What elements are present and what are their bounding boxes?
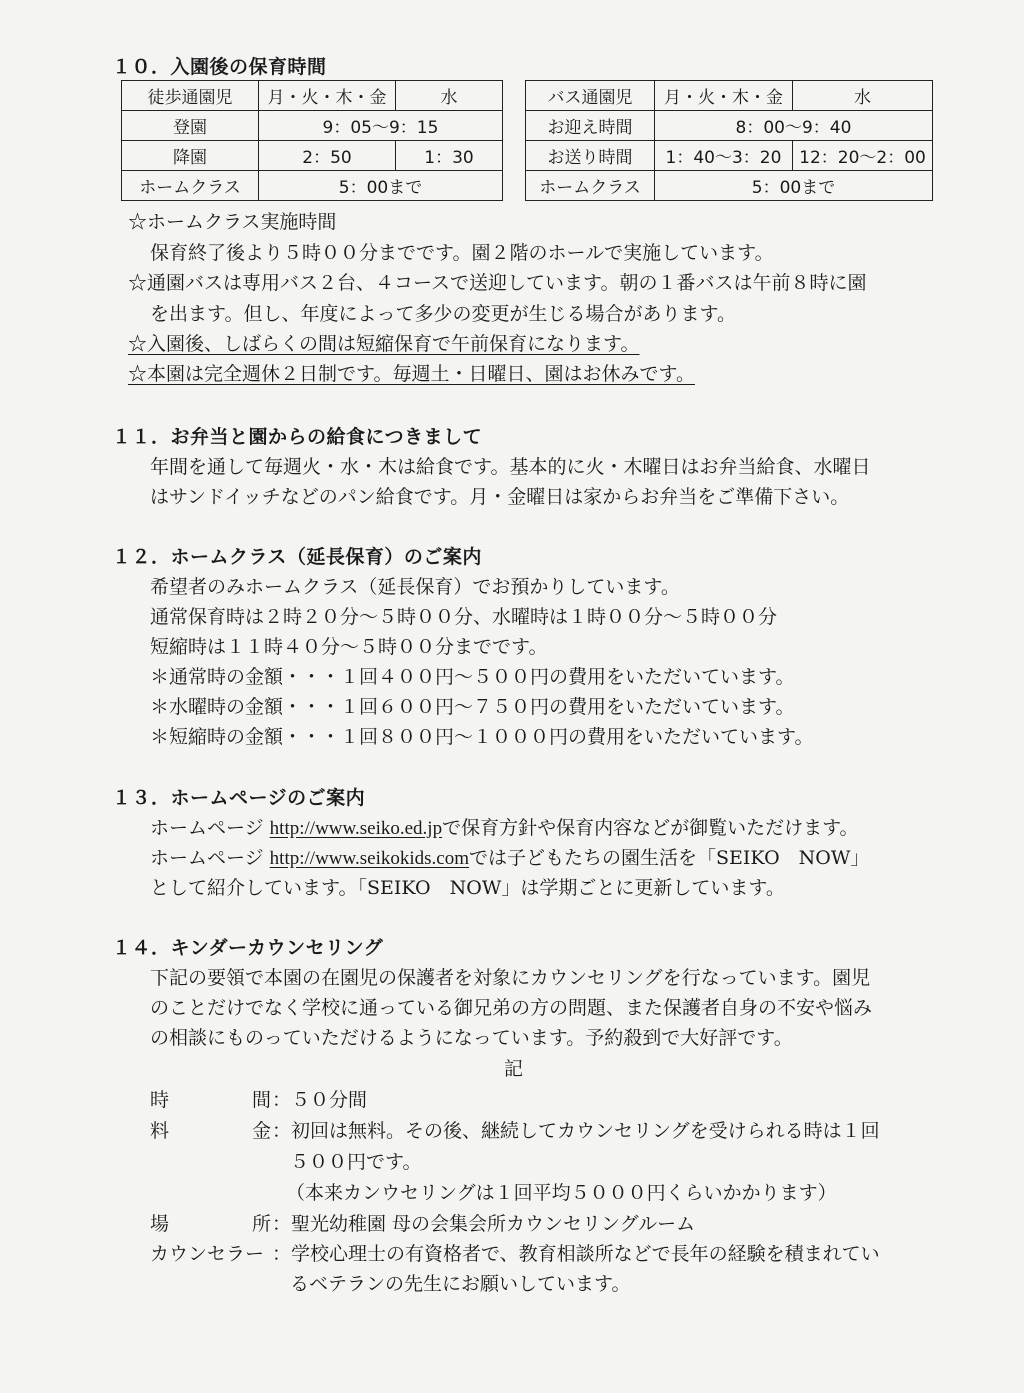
paragraph-line: 下記の要領で本園の在園児の保護者を対象にカウンセリングを行なっています。園児 (150, 967, 871, 989)
place-label-a: 場 (150, 1213, 170, 1235)
ki-mark: 記 (504, 1058, 524, 1080)
section-14-heading: １４．キンダーカウンセリング (112, 937, 384, 959)
fee-value: ：初回は無料。その後、継続してカウンセリングを受けられる時は１回 (272, 1120, 880, 1142)
homepage-prefix: ホームページ (150, 847, 270, 869)
homepage-prefix: ホームページ (150, 817, 270, 839)
table-cell: 2：50 (259, 141, 396, 171)
fee-label-b: 金 (252, 1120, 272, 1142)
table-cell: 月・火・木・金 (655, 81, 793, 111)
table-cell: 月・火・木・金 (259, 81, 396, 111)
homepage-suffix: で保育方針や保育内容などが御覧いただけます。 (442, 817, 859, 839)
fee-label-a: 料 (150, 1120, 170, 1142)
table-cell: 水 (793, 81, 933, 111)
section-10-heading: １０．入園後の保育時間 (112, 56, 327, 78)
place-label-b: 所 (252, 1213, 272, 1235)
paragraph-line: の相談にものっていただけるようになっています。予約殺到で大好評です。 (150, 1027, 793, 1049)
homepage-suffix: では子どもたちの園生活を「SEIKO NOW」 (469, 847, 870, 869)
paragraph-line: のことだけでなく学校に通っている御兄弟の方の問題、また保護者自身の不安や悩み (150, 997, 873, 1019)
counselor-value: ：学校心理士の有資格者で、教育相談所などで長年の経験を積まれてい (272, 1243, 880, 1265)
table-cell: 1：30 (396, 141, 503, 171)
time-value: ：５０分間 (272, 1089, 368, 1111)
table-cell: ホームクラス (122, 171, 259, 201)
note-line: ☆ホームクラス実施時間 (128, 211, 337, 233)
paragraph-line: として紹介しています。「SEIKO NOW」は学期ごとに更新しています。 (150, 877, 785, 899)
counselor-label: カウンセラー (150, 1243, 265, 1265)
table-cell: バス通園児 (526, 81, 655, 111)
time-label-a: 時 (150, 1089, 170, 1111)
paragraph-line: 年間を通して毎週火・水・木は給食です。基本的に火・木曜日はお弁当給食、水曜日 (150, 456, 871, 478)
paragraph-line: はサンドイッチなどのパン給食です。月・金曜日は家からお弁当をご準備下さい。 (150, 486, 850, 508)
table-cell: 徒歩通園児 (122, 81, 259, 111)
paragraph-line: 通常保育時は２時２０分〜５時００分、水曜時は１時００分〜５時００分 (150, 606, 778, 628)
table-cell: お送り時間 (526, 141, 655, 171)
counselor-value: るベテランの先生にお願いしています。 (290, 1273, 631, 1295)
paragraph-line: 短縮時は１１時４０分〜５時００分までです。 (150, 636, 548, 658)
table-cell: 水 (396, 81, 503, 111)
section-12-heading: １２．ホームクラス（延長保育）のご案内 (112, 546, 482, 568)
table-cell: 12：20〜2：00 (793, 141, 933, 171)
note-line-underlined: ☆入園後、しばらくの間は短縮保育で午前保育になります。 (128, 333, 640, 355)
section-11-heading: １１．お弁当と園からの給食につきまして (112, 426, 483, 448)
table-cell: 降園 (122, 141, 259, 171)
table-cell: ホームクラス (526, 171, 655, 201)
seiko-ed-link[interactable]: http://www.seiko.ed.jp (269, 818, 443, 839)
paragraph-line: 希望者のみホームクラス（延長保育）でお預かりしています。 (150, 576, 680, 598)
fee-line: ＊水曜時の金額・・・１回６００円〜７５０円の費用をいただいています。 (150, 696, 795, 718)
fee-line: ＊通常時の金額・・・１回４００円〜５００円の費用をいただいています。 (150, 666, 795, 688)
table-cell: 5：00まで (259, 171, 503, 201)
place-value: ：聖光幼稚園 母の会集会所カウンセリングルーム (272, 1213, 696, 1235)
time-label-b: 間 (252, 1089, 272, 1111)
note-line-underlined: ☆本園は完全週休２日制です。毎週土・日曜日、園はお休みです。 (128, 363, 695, 385)
table-cell: 9：05〜9：15 (259, 111, 503, 141)
note-line: を出ます。但し、年度によって多少の変更が生じる場合があります。 (150, 303, 736, 325)
table-cell: 5：00まで (655, 171, 933, 201)
section-13-heading: １３．ホームページのご案内 (112, 787, 366, 809)
fee-line: ＊短縮時の金額・・・１回８００円〜１０００円の費用をいただいています。 (150, 726, 814, 748)
table-cell: 登園 (122, 111, 259, 141)
note-line: 保育終了後より５時００分までです。園２階のホールで実施しています。 (150, 242, 774, 264)
walk-schedule-table (121, 80, 503, 201)
homepage-line (150, 813, 859, 840)
seikokids-link[interactable]: http://www.seikokids.com (269, 848, 469, 869)
bus-schedule-table (525, 80, 933, 201)
homepage-line (150, 843, 869, 870)
fee-value: ５００円です。 (290, 1151, 422, 1173)
table-cell: 8：00〜9：40 (655, 111, 933, 141)
fee-note: （本来カンウセリングは１回平均５０００円くらいかかります） (286, 1182, 837, 1204)
note-line: ☆通園バスは専用バス２台、４コースで送迎しています。朝の１番バスは午前８時に園 (128, 272, 867, 294)
table-cell: 1：40〜3：20 (655, 141, 793, 171)
table-cell: お迎え時間 (526, 111, 655, 141)
